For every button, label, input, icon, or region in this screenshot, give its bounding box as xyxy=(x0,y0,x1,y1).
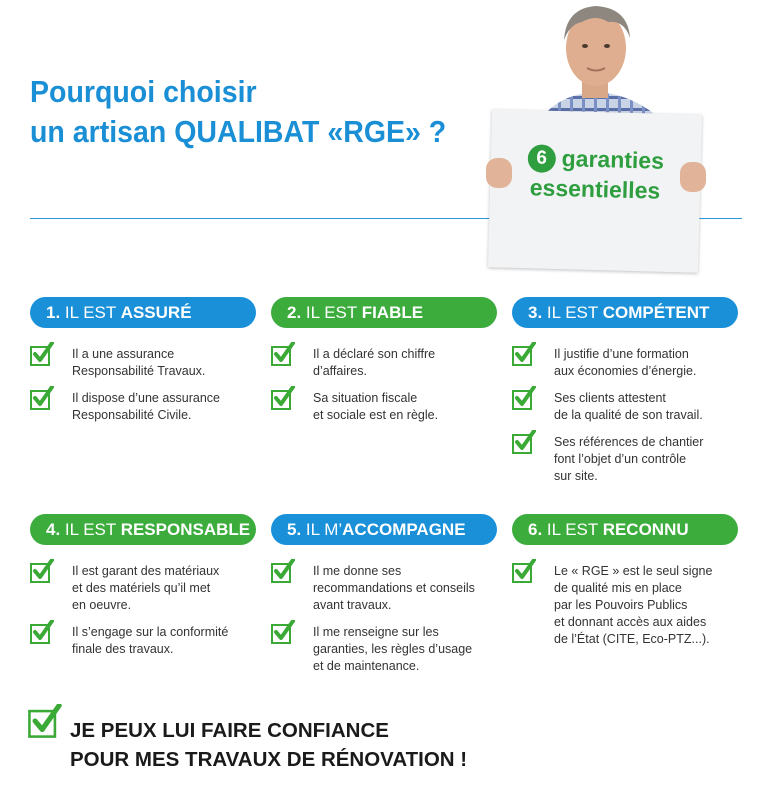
card-header: 1. IL EST ASSURÉ xyxy=(30,297,256,328)
card-keyword: RECONNU xyxy=(602,520,689,539)
card-keyword: ASSURÉ xyxy=(120,303,192,322)
card-keyword: RESPONSABLE xyxy=(120,520,251,539)
page-title xyxy=(30,72,446,152)
guarantee-item: Il a déclaré son chiffre d’affaires. xyxy=(271,346,497,380)
card-header: 2. IL EST FIABLE xyxy=(271,297,497,328)
left-hand xyxy=(486,158,512,188)
conclusion-text: JE PEUX LUI FAIRE CONFIANCE POUR MES TRAVAUX DE RÉNOVATION ! xyxy=(70,719,468,771)
title-line-1: Pourquoi choisir xyxy=(30,74,257,109)
checkmark-icon xyxy=(271,559,295,583)
checkmark-icon xyxy=(271,620,295,644)
guarantee-card-reconnu xyxy=(512,514,738,658)
guarantee-item: Il me donne ses recommandations et conseils avant travaux. xyxy=(271,563,497,614)
board-line-2: essentielles xyxy=(529,174,661,204)
guarantee-card-accompagne xyxy=(271,514,497,685)
checkmark-icon xyxy=(30,342,54,366)
checkmark-icon xyxy=(30,386,54,410)
checkmark-icon xyxy=(512,342,536,366)
guarantee-card-fiable xyxy=(271,297,497,434)
guarantee-card-responsable xyxy=(30,514,256,668)
card-header: 4. IL EST RESPONSABLE xyxy=(30,514,256,545)
checkmark-icon xyxy=(512,386,536,410)
guarantee-item: Il justifie d’une formation aux économies d’énergie. xyxy=(512,346,738,380)
guarantee-item: Il a une assurance Responsabilité Travaux. xyxy=(30,346,256,380)
checkmark-icon xyxy=(28,704,62,738)
board-line-1: garanties xyxy=(561,145,665,174)
guarantee-card-competent xyxy=(512,297,738,495)
guarantees-board xyxy=(488,109,702,272)
card-header: 6. IL EST RECONNU xyxy=(512,514,738,545)
card-header: 5. IL M’ACCOMPAGNE xyxy=(271,514,497,545)
card-keyword: ACCOMPAGNE xyxy=(342,520,466,539)
checkmark-icon xyxy=(271,386,295,410)
guarantee-item: Il dispose d’une assurance Responsabilité Civile. xyxy=(30,390,256,424)
checkmark-icon xyxy=(30,559,54,583)
checkmark-icon xyxy=(512,559,536,583)
board-number-badge: 6 xyxy=(527,144,556,173)
checkmark-icon xyxy=(512,430,536,454)
card-keyword: FIABLE xyxy=(361,303,424,322)
title-line-2: un artisan QUALIBAT «RGE» ? xyxy=(30,114,447,149)
guarantee-card-assure xyxy=(30,297,256,434)
checkmark-icon xyxy=(271,342,295,366)
guarantee-item: Sa situation fiscale et sociale est en règle. xyxy=(271,390,497,424)
card-keyword: COMPÉTENT xyxy=(602,303,710,322)
guarantee-item: Il s’engage sur la conformité finale des travaux. xyxy=(30,624,256,658)
checkmark-icon xyxy=(30,620,54,644)
guarantee-item: Ses références de chantier font l’objet d’un contrôle sur site. xyxy=(512,434,738,485)
guarantee-item: Ses clients attestent de la qualité de son travail. xyxy=(512,390,738,424)
guarantee-item: Le « RGE » est le seul signe de qualité mis en place par les Pouvoirs Publics et donnant accès aux aides de l’État (CITE, Eco-PTZ...). xyxy=(512,563,738,648)
right-hand xyxy=(680,162,706,192)
card-header: 3. IL EST COMPÉTENT xyxy=(512,297,738,328)
guarantee-item: Il est garant des matériaux et des matériels qu’il met en oeuvre. xyxy=(30,563,256,614)
guarantee-item: Il me renseigne sur les garanties, les règles d’usage et de maintenance. xyxy=(271,624,497,675)
